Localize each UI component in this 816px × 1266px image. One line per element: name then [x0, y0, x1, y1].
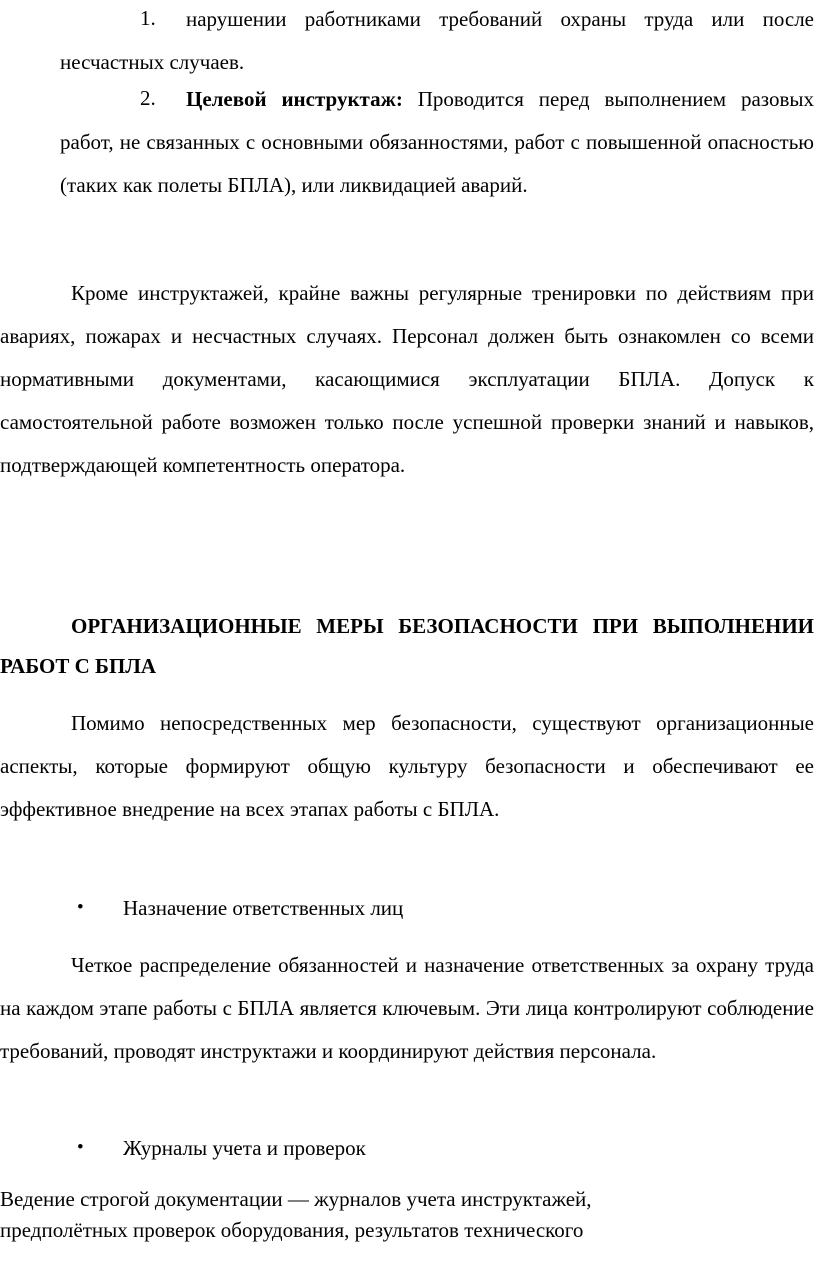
bullet-item-responsible [0, 888, 814, 928]
bullet-icon: • [77, 897, 84, 918]
paragraph-intro: Помимо непосредственных мер безопасности, существуют организационные аспекты, которые формируют общую культуру безопасности и обеспечивают ее эффективное внедрение на всех этапах работы с БПЛА. [0, 711, 814, 821]
list-item-text [0, 78, 814, 207]
paragraph-line: Ведение строгой документации — журналов учета инструктажей, [0, 1187, 592, 1211]
bullet-text: Назначение ответственных лиц [123, 896, 404, 920]
list-item-2 [0, 78, 814, 207]
list-marker: 1. [140, 6, 156, 30]
list-item-1 [0, 0, 814, 84]
bullet-text: Журналы учета и проверок [123, 1136, 366, 1160]
list-item-term: Целевой инструктаж: [186, 87, 403, 111]
section-heading: ОРГАНИЗАЦИОННЫЕ МЕРЫ БЕЗОПАСНОСТИ ПРИ ВЫПОЛНЕНИИ РАБОТ С БПЛА [0, 614, 814, 678]
paragraph-journals [0, 1184, 814, 1246]
list-marker: 2. [140, 86, 156, 110]
bullet-icon: • [77, 1137, 84, 1158]
paragraph-training: Кроме инструктажей, крайне важны регулярные тренировки по действиям при авариях, пожарах и несчастных случаях. Персонал должен быть ознакомлен со всеми нормативными документами, касающимися эксплуатации БПЛА. Допуск к самостоятельной работе возможен только после успешной проверки знаний и навыков, подтверждающей компетентность оператора. [0, 281, 814, 477]
list-item-text: нарушении работниками требований охраны труда или после несчастных случаев. [60, 7, 814, 74]
paragraph-line: предполётных проверок оборудования, результатов технического [0, 1218, 584, 1242]
list-item-description: Проводится перед выполнением разовых работ, не связанных с основными обязанностями, работ с повышенной опасностью (таких как полеты БПЛА), или ликвидацией аварий. [60, 87, 814, 197]
paragraph-responsible: Четкое распределение обязанностей и назначение ответственных за охрану труда на каждом этапе работы с БПЛА является ключевым. Эти лица контролируют соблюдение требований, проводят инструктажи и координируют действия персонала. [0, 953, 814, 1063]
bullet-item-journals [0, 1128, 814, 1168]
